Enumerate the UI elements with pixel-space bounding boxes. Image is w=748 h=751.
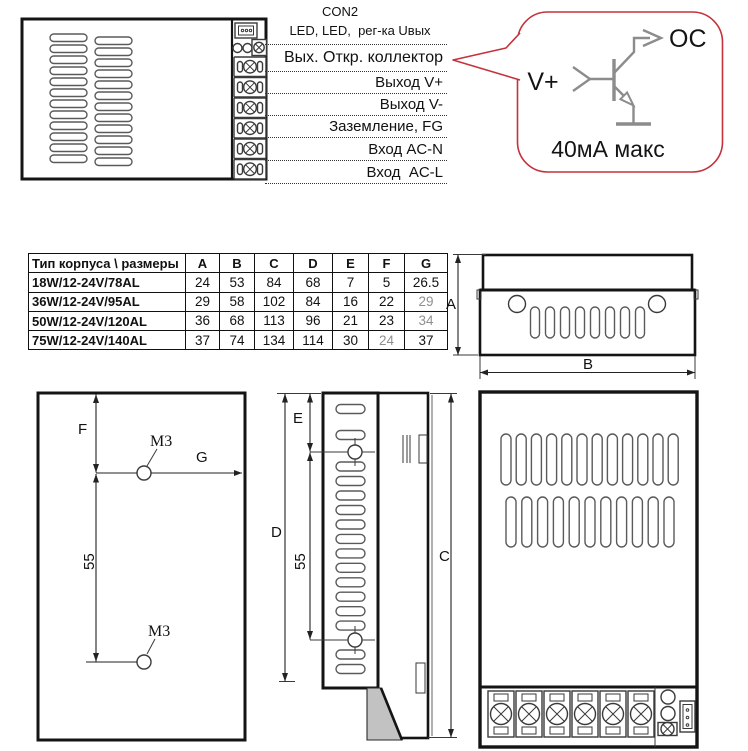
collector-output-label: OC bbox=[669, 25, 707, 53]
table-cell: 29 bbox=[405, 292, 448, 311]
side-view-drawing bbox=[440, 243, 748, 395]
led-indicator-1 bbox=[233, 44, 242, 53]
dimension-55 bbox=[292, 453, 313, 640]
dim-label-E: E bbox=[293, 410, 304, 427]
dim-label-55: 55 bbox=[81, 553, 98, 570]
table-cell: 68 bbox=[220, 311, 255, 330]
mounting-view-drawing bbox=[28, 386, 258, 750]
cover-outline bbox=[483, 255, 692, 290]
table-header-cell: D bbox=[294, 254, 333, 273]
dim-label-55: 55 bbox=[292, 553, 309, 570]
voltage-trim-pot bbox=[658, 723, 677, 736]
table-row bbox=[29, 292, 448, 311]
callout-tail bbox=[453, 33, 520, 80]
pin-label: Выход V+ bbox=[265, 72, 447, 94]
led-indicator-1 bbox=[661, 690, 675, 704]
table-cell: 84 bbox=[255, 273, 294, 292]
table-header-cell: B bbox=[220, 254, 255, 273]
table-cell: 102 bbox=[255, 292, 294, 311]
table-cell: 24 bbox=[186, 273, 220, 292]
table-cell: 113 bbox=[255, 311, 294, 330]
pin-label: Вых. Откр. коллектор bbox=[265, 45, 447, 72]
mounting-hole-bottom bbox=[137, 655, 151, 669]
pinout-label-list bbox=[265, 44, 447, 184]
thread-label-M3: M3 bbox=[148, 623, 171, 640]
table-cell: 5 bbox=[369, 273, 405, 292]
table-cell: 53 bbox=[220, 273, 255, 292]
led-indicator-2 bbox=[661, 707, 675, 721]
con2-connector bbox=[235, 23, 257, 38]
dimension-B bbox=[480, 356, 695, 379]
led-indicator-2 bbox=[243, 44, 252, 53]
pin-label: Заземление, FG bbox=[265, 116, 447, 138]
dimensions-table bbox=[28, 253, 448, 350]
dim-label-C: C bbox=[439, 548, 450, 565]
table-cell: 74 bbox=[220, 331, 255, 350]
connector-subtitle: LED, LED, рег-ка Uвых bbox=[289, 23, 431, 38]
table-cell: 37 bbox=[405, 331, 448, 350]
pin-label: Выход V- bbox=[265, 94, 447, 116]
dim-label-F: F bbox=[78, 421, 88, 438]
table-cell: 7 bbox=[333, 273, 369, 292]
table-cell: 68 bbox=[294, 273, 333, 292]
psu-top-view-drawing bbox=[18, 14, 270, 184]
table-cell: 34 bbox=[405, 311, 448, 330]
table-cell: 30 bbox=[333, 331, 369, 350]
mounting-hole bbox=[649, 296, 666, 313]
open-collector-callout bbox=[445, 4, 748, 182]
pin-label: Вход AC-N bbox=[265, 138, 447, 161]
table-cell: 50W/12-24V/120AL bbox=[29, 311, 186, 330]
base-input-label: V+ bbox=[527, 68, 559, 96]
table-cell: 114 bbox=[294, 331, 333, 350]
table-header-cell: G bbox=[405, 254, 448, 273]
table-header-cell: E bbox=[333, 254, 369, 273]
max-current-note: 40мА макс bbox=[551, 136, 665, 162]
table-cell: 18W/12-24V/78AL bbox=[29, 273, 186, 292]
front-view-drawing bbox=[475, 388, 715, 751]
table-header-row bbox=[29, 254, 448, 273]
mounting-hole-top bbox=[137, 466, 151, 480]
table-header-cell: A bbox=[186, 254, 220, 273]
con2-connector bbox=[680, 701, 695, 732]
dim-label-B: B bbox=[583, 356, 594, 373]
table-cell: 58 bbox=[220, 292, 255, 311]
table-cell: 75W/12-24V/140AL bbox=[29, 331, 186, 350]
plate-outline bbox=[38, 393, 245, 740]
table-cell: 21 bbox=[333, 311, 369, 330]
table-cell: 29 bbox=[186, 292, 220, 311]
table-cell: 96 bbox=[294, 311, 333, 330]
table-header-cell: Тип корпуса \ размеры bbox=[29, 254, 186, 273]
table-row bbox=[29, 331, 448, 350]
dimension-E bbox=[293, 394, 313, 452]
table-cell: 36 bbox=[186, 311, 220, 330]
table-cell: 23 bbox=[369, 311, 405, 330]
dim-label-G: G bbox=[196, 449, 208, 466]
mounting-hole bbox=[509, 296, 526, 313]
table-header-cell: C bbox=[255, 254, 294, 273]
table-cell: 24 bbox=[369, 331, 405, 350]
table-cell: 84 bbox=[294, 292, 333, 311]
table-header-cell: F bbox=[369, 254, 405, 273]
table-cell: 134 bbox=[255, 331, 294, 350]
terminal-strip bbox=[234, 57, 266, 179]
vent-slots-row-2 bbox=[506, 497, 674, 547]
thread-label-M3: M3 bbox=[150, 433, 173, 450]
table-cell: 22 bbox=[369, 292, 405, 311]
pin-label: Вход AC-L bbox=[265, 161, 447, 184]
table-row bbox=[29, 273, 448, 292]
table-row bbox=[29, 311, 448, 330]
table-cell: 37 bbox=[186, 331, 220, 350]
side-profile-drawing bbox=[255, 385, 467, 751]
table-cell: 36W/12-24V/95AL bbox=[29, 292, 186, 311]
dim-label-A: A bbox=[446, 296, 457, 313]
connector-title: CON2 bbox=[321, 4, 359, 19]
table-cell: 26.5 bbox=[405, 273, 448, 292]
dimension-D bbox=[271, 394, 321, 682]
dim-label-D: D bbox=[271, 524, 282, 541]
table-cell: 16 bbox=[333, 292, 369, 311]
